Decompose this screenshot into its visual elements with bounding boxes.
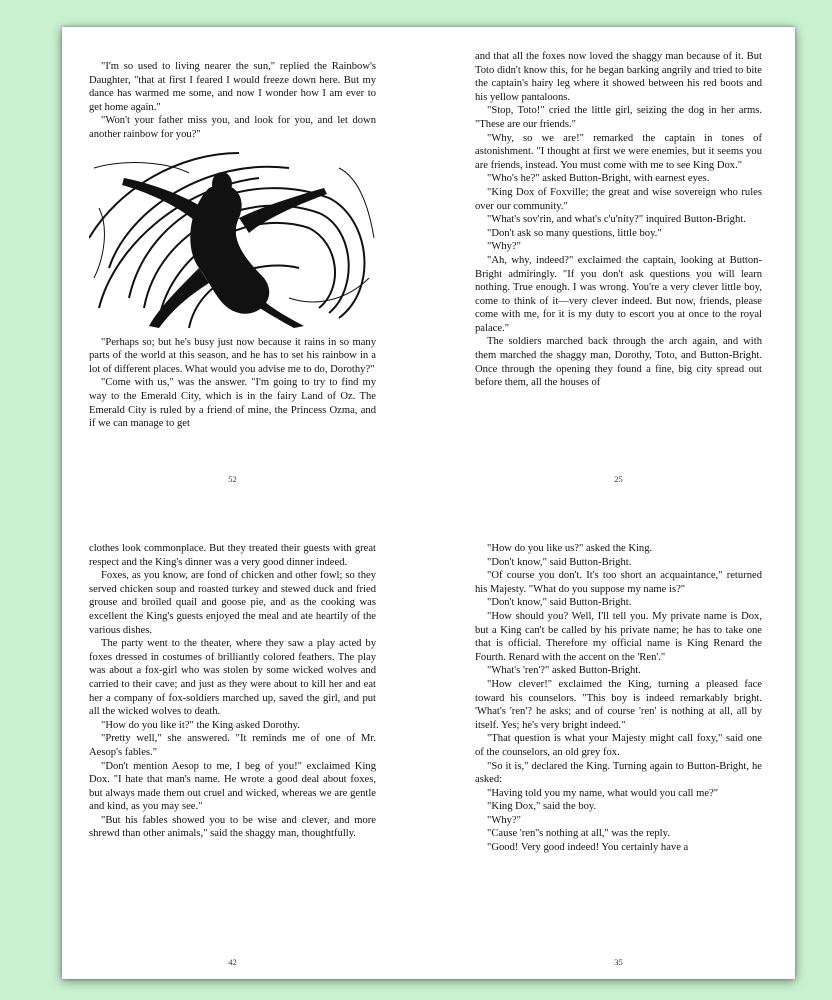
page-number: 25: [614, 474, 623, 484]
paragraph: "King Dox," said the boy.: [487, 801, 597, 813]
paragraph: "What's sov'rin, and what's c'u'nity?" inquired Button-Bright.: [487, 214, 746, 226]
paragraph: "How do you like it?" the King asked Dorothy.: [101, 719, 300, 731]
paragraph: "Of course you don't. It's too short an acquaintance," returned his Majesty. "What do you suppose my name is?": [475, 570, 762, 595]
paragraph: "Why?": [487, 241, 521, 253]
paragraph: and that all the foxes now loved the shaggy man because of it. But Toto didn't know this, for he began barking angrily and tried to bite the captain's hairy leg where it showed between his red boots and his yellow pantaloons.: [475, 51, 762, 103]
paragraph: "I'm so used to living nearer the sun," replied the Rainbow's Daughter, "that at first I feared I would freeze down here. But my dance has warmed me some, and now I wonder how I am ever to get home again.": [89, 61, 376, 113]
paragraph: The soldiers marched back through the arch again, and with them marched the shaggy man, Dorothy, Toto, and Button-Bright. Once through the opening they found a fine, big city spread out before them, all the houses of: [475, 336, 762, 389]
paragraph: Foxes, as you know, are fond of chicken and other fowl; so they served chicken soup and roasted turkey and stewed duck and fried grouse and broiled quail and goose pie, and as the cooking was excellent the King's guests enjoyed the meal and ate heartily of the various dishes.: [89, 570, 376, 636]
page-number: 52: [228, 474, 237, 484]
page-25-column: [475, 50, 762, 390]
document-sheet: [62, 27, 795, 979]
paragraph: "Why, so we are!" remarked the captain in tones of astonishment. "I thought at first we were enemies, but it seems you are friends, instead. You must come with me to see King Dox.": [475, 132, 762, 171]
paragraph: "Come with us," was the answer. "I'm going to try to find my way to the Emerald City, which is in the fairy Land of Oz. The Emerald City is ruled by a friend of mine, the Princess Ozma, and if we can manage to get: [89, 377, 376, 430]
paragraph: "How do you like us?" asked the King.: [487, 543, 653, 554]
paragraph: "Won't your father miss you, and look for you, and let down another rainbow for you?": [89, 115, 376, 140]
paragraph: "What's 'ren'?" asked Button-Bright.: [487, 665, 641, 677]
paragraph: "Don't mention Aesop to me, I beg of you!" exclaimed King Dox. "I hate that man's name. He wrote a good deal about foxes, but always made them out cruel and wicked, whereas we are gentle and kind, as you may see.": [89, 760, 376, 813]
page-35-column: [475, 542, 762, 855]
page-42-column: [89, 542, 376, 841]
paragraph: "Cause 'ren''s nothing at all," was the reply.: [487, 828, 670, 840]
paragraph: "Who's he?" asked Button-Bright, with earnest eyes.: [487, 173, 710, 185]
paragraph: "Stop, Toto!" cried the little girl, seizing the dog in her arms. "These are our friends.": [475, 105, 762, 130]
paragraph: "Ah, why, indeed?" exclaimed the captain, looking at Button-Bright admiringly. "If you don't ask questions you will learn nothing. True enough. I was wrong. You're a very clever little boy, come to think of it—very clever indeed. But now, friends, please come with me, for it is my duty to escort you at once to the royal palace.": [475, 254, 762, 334]
paragraph: "Pretty well," she answered. "It reminds me of one of Mr. Aesop's fables.": [89, 733, 376, 758]
paragraph: "That question is what your Majesty might call foxy," said one of the counselors, an old grey fox.: [475, 733, 762, 758]
paragraph: "Why?": [487, 814, 521, 826]
paragraph: "So it is," declared the King. Turning again to Button-Bright, he asked:: [475, 760, 762, 786]
paragraph: "Don't know," said Button-Bright.: [487, 556, 632, 568]
page-number: 42: [228, 957, 237, 967]
page-52-column: [89, 60, 376, 431]
rainbow-daughter-illustration: [89, 148, 376, 330]
paragraph: "Don't ask so many questions, little boy.": [487, 227, 662, 239]
paragraph: "Don't know," said Button-Bright.: [487, 597, 632, 609]
paragraph: "Having told you my name, what would you call me?": [487, 787, 719, 799]
paragraph: "But his fables showed you to be wise and clever, and more shrewd than other animals," said the shaggy man, thoughtfully.: [89, 814, 376, 840]
paragraph: "Perhaps so; but he's busy just now because it rains in so many parts of the world at this season, and he has to set his rainbow in a lot of different places. What would you advise me to do, Dorothy?": [89, 336, 376, 375]
paragraph: "How should you? Well, I'll tell you. My private name is Dox, but a King can't be called by his private name; he has to take one that is official. Therefore my official name is King Renard the Fourth. Renard with the accent on the 'Ren'.": [475, 610, 762, 663]
paragraph: The party went to the theater, where they saw a play acted by foxes dressed in costumes of brilliantly colored feathers. The play was about a fox-girl who was stolen by some wicked wolves and carried to their cave; and just as they were about to kill her and eat her a company of fox-soldiers marched up, saved the girl, and put all the wicked wolves to death.: [89, 638, 376, 718]
paragraph: clothes look commonplace. But they treated their guests with great respect and the King's dinner was a very good dinner indeed.: [89, 543, 376, 568]
page-number: 35: [614, 957, 623, 967]
paragraph: "Good! Very good indeed! You certainly have a: [487, 842, 689, 854]
paragraph: "King Dox of Foxville; the great and wise sovereign who rules over our community.": [475, 186, 762, 212]
paragraph: "How clever!" exclaimed the King, turning a pleased face toward his counselors. "This boy is indeed remarkably bright. 'What's 'ren'? he asks; and of course 'ren' is nothing at all, all by itself. Yes; he's very bright indeed.": [475, 678, 762, 731]
